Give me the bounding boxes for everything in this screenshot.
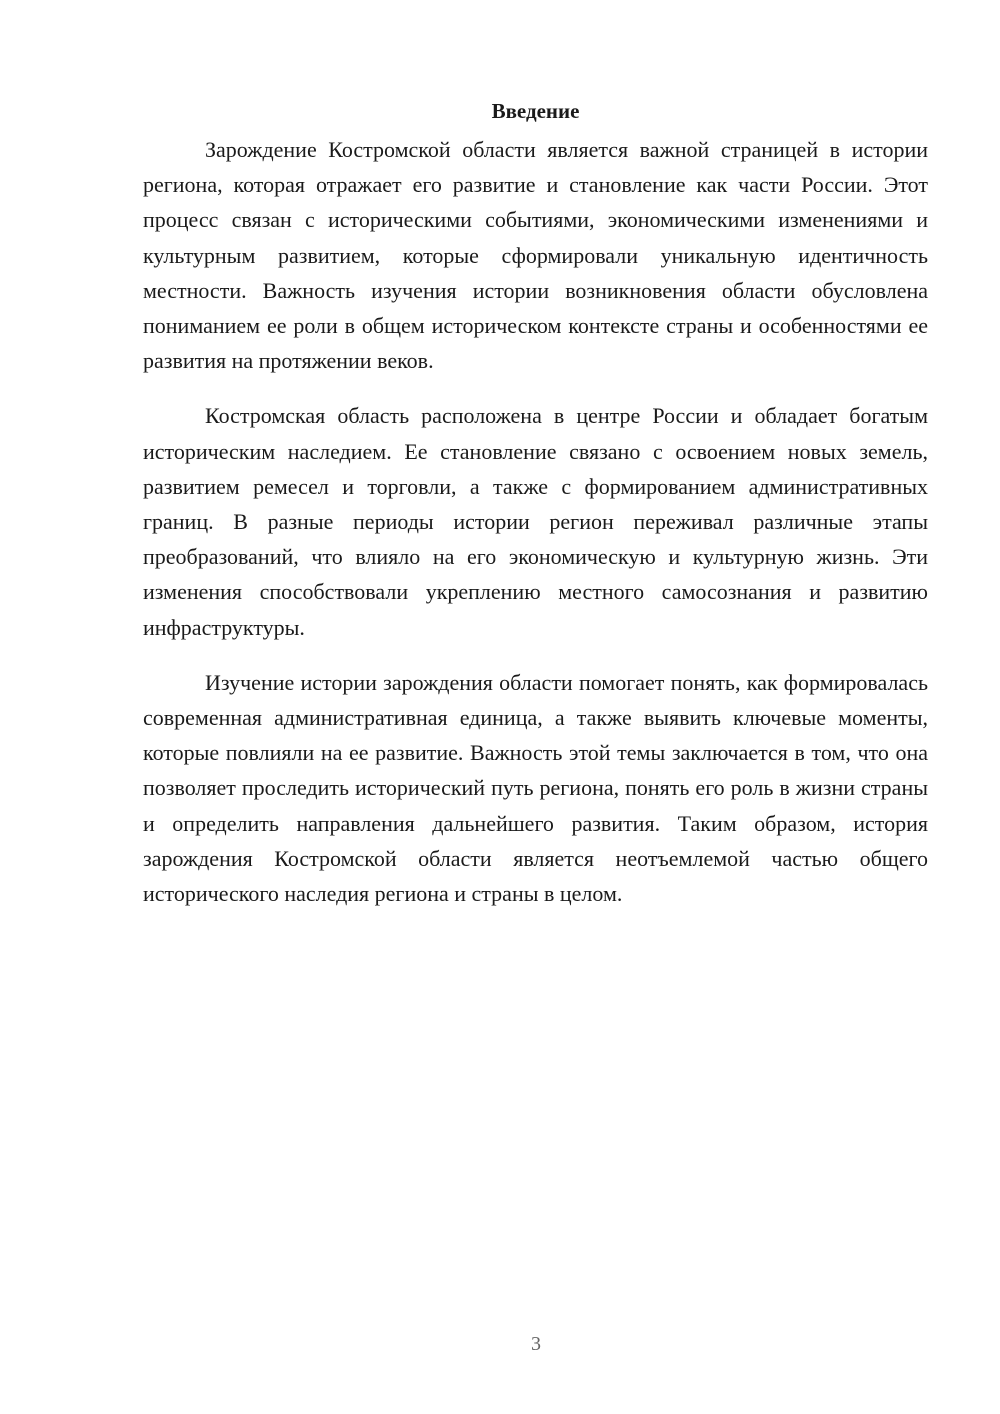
- document-page: [143, 96, 928, 931]
- paragraph-2: Костромская область расположена в центре России и обладает богатым историческим наследием. Ее становление связано с освоением новых земель, развитием ремесел и торговли, а также с формированием административных границ. В разные периоды истории регион переживал различные этапы преобразований, что влияло на его экономическую и культурную жизнь. Эти изменения способствовали укреплению местного самосознания и развитию инфраструктуры.: [143, 403, 928, 640]
- paragraph-3: Изучение истории зарождения области помогает понять, как формировалась современная административная единица, а также выявить ключевые моменты, которые повлияли на ее развитие. Важность этой темы заключается в том, что она позволяет проследить исторический путь региона, понять его роль в жизни страны и определить направления дальнейшего развития. Таким образом, история зарождения Костромской области является неотъемлемой частью общего исторического наследия региона и страны в целом.: [143, 669, 928, 907]
- paragraph-1: Зарождение Костромской области является важной страницей в истории региона, которая отражает его развитие и становление как части России. Этот процесс связан с историческими событиями, экономическими изменениями и культурным развитием, которые сформировали уникальную идентичность местности. Важность изучения истории возникновения области обусловлена пониманием ее роли в общем историческом контексте страны и особенностями ее развития на протяжении веков.: [143, 137, 928, 374]
- page-number: 3: [531, 1333, 541, 1355]
- section-heading: Введение: [491, 99, 580, 123]
